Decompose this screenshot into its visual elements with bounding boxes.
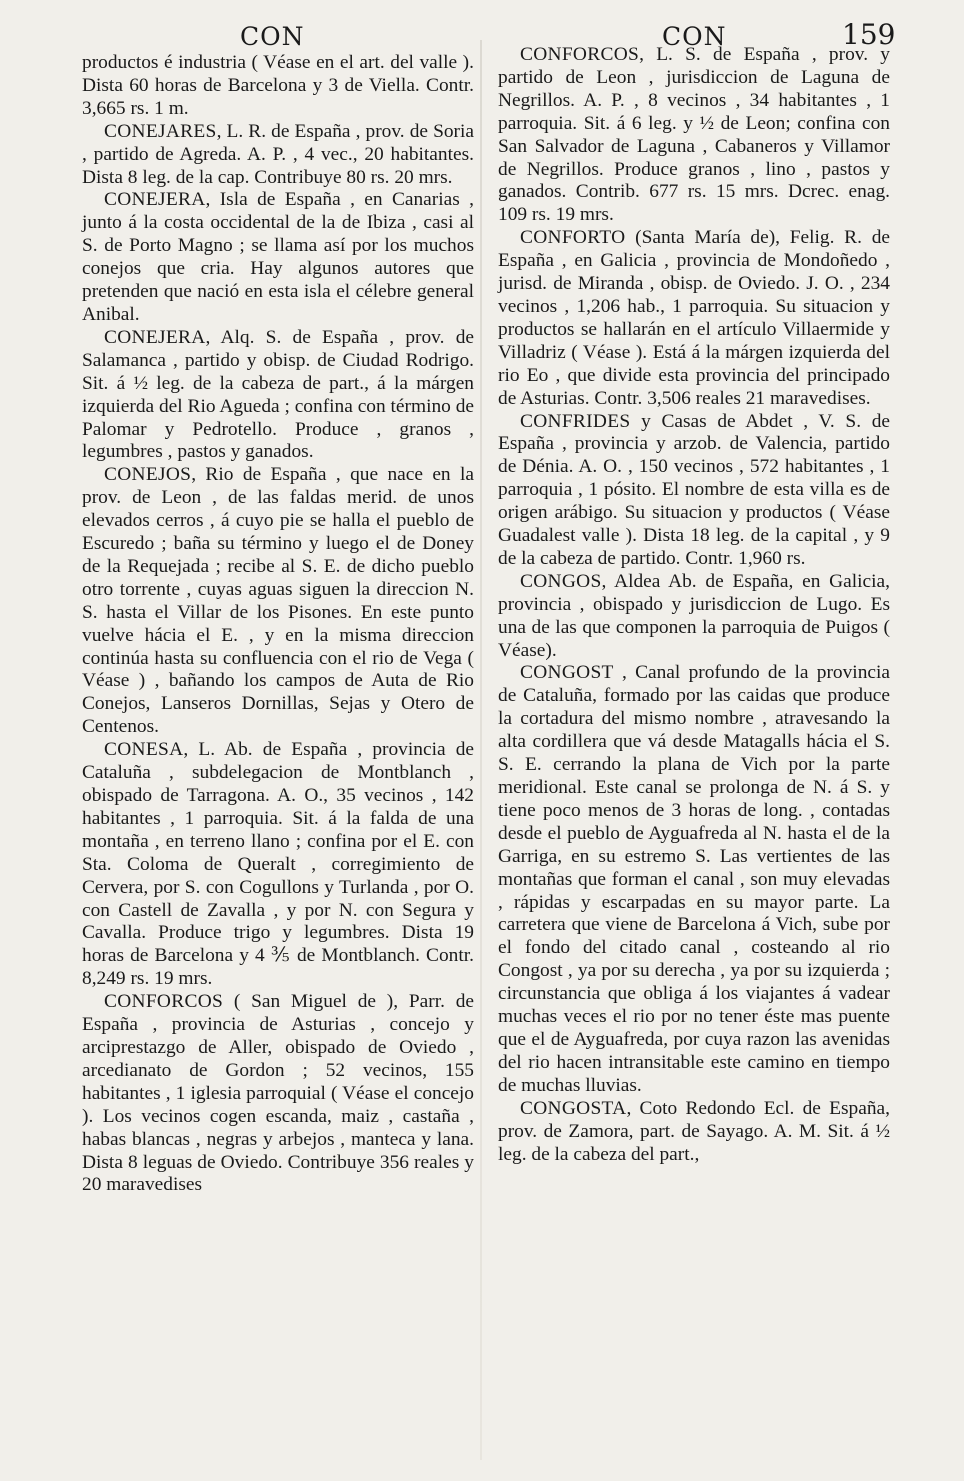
entry-text: , Canal profundo de la provincia de Cataluña, formado por las caidas que produce la cortadura del mismo nombre , atravesando la alta cordillera que vá desde Matagalls hácia el S. S. E. cerrando la plana de Vich por la parte meridional. Este canal se prolonga de N. á S. y tiene poco menos de 3 horas de long. , contadas desde el pueblo de Ayguafreda al N. hasta el de la Garriga, en su estremo S. Las vertientes de las montañas que forman el canal , son muy elevadas , rápidas y escarpadas en su mayor parte. La carretera que viene de Barcelona á Vich, sube por el fondo del citado canal , costeando al rio Congost , ya por su derecha , ya por su izquierda ; circunstancia que obliga á los viajantes á vadear muchas veces el rio por no tener éste mas puente que el de Ayguafreda, por cuya razon las avenidas del rio hacen intransitable este camino en tiempo de muchas lluvias. xyxy=(498,662,890,1096)
entry-text: (Santa María de), Felig. R. de España , en Galicia , provincia de Mondoñedo , jurisd. de Miranda , obisp. de Oviedo. J. O. , 234 vecinos , 1,206 hab., 1 parroquia. Su situacion y productos se hallarán en el artículo Villaermide y Villadriz ( Véase ). Está á la márgen izquierda del rio Eo , que divide esta provincia del principado de Asturias. Contr. 3,506 reales 21 maravedises. xyxy=(498,227,890,409)
entry xyxy=(498,662,890,1097)
entry xyxy=(498,227,890,410)
entry xyxy=(498,1098,890,1167)
entry xyxy=(498,571,890,663)
entry xyxy=(82,464,474,739)
entry-text: productos é industria ( Véase en el art. del valle ). Dista 60 horas de Barcelona y 3 de Viella. Contr. 3,665 rs. 1 m. xyxy=(82,52,474,119)
entry-text: , Rio de España , que nace en la prov. de Leon , de las faldas merid. de unos elevados cerros , á cuyo pie se halla el pueblo de Escuredo ; baña su término y luego el de Doney de la Requejada ; recibe al S. E. de dicho pueblo otro torrente , cuyas aguas siguen la direccion N. S. hasta el Villar de los Pisones. En este punto vuelve hácia el E. , y en la misma direccion continúa hasta su confluencia con el rio de Vega ( Véase ) , bañando los campos de Auta de Rio Conejos, Lanseros Dornillas, Sejas y Otero de Centenos. xyxy=(82,464,474,738)
left-column xyxy=(82,52,474,1197)
headword: CONEJERA xyxy=(104,326,206,348)
entry-text: , Isla de España , en Canarias , junto á la costa occidental de la de Ibiza , casi al S. de Porto Magno ; se llama así por los muchos conejos que cria. Hay algunos autores que pretenden que nació en esta isla el célebre general Anibal. xyxy=(82,189,474,325)
entry-text: , L. R. de España , prov. de Soria , partido de Agreda. A. P. , 4 vec., 20 habitantes. Dista 8 leg. de la cap. Contribuye 80 rs. 20 mrs. xyxy=(82,120,474,188)
headword: CONESA xyxy=(104,739,184,761)
running-header-left: CON xyxy=(240,22,305,51)
headword: CONGOSTA xyxy=(520,1097,627,1119)
entry xyxy=(498,411,890,571)
entry xyxy=(82,739,474,991)
entry xyxy=(82,121,474,190)
entry xyxy=(498,44,890,227)
entry xyxy=(82,327,474,464)
entry-text: , L. S. de España , prov. y partido de Leon , jurisdiccion de Laguna de Negrillos. A. P. , 8 vecinos , 34 habitantes , 1 parroquia. Sit. á 6 leg. y ½ de Leon; confina con San Salvador de Laguna , Cabaneros y Villamor de Negrillos. Produce granos , lino , pastos y ganados. Contrib. 677 rs. 15 mrs. Dcrec. enag. 109 rs. 19 mrs. xyxy=(498,44,890,226)
entry-text: y Casas de Abdet , V. S. de España , provincia y arzob. de Valencia, partido de Dénia. A. O. , 150 vecinos , 572 habitantes , 1 parroquia , 1 pósito. El nombre de esta villa es de origen arábigo. Su situacion y productos ( Véase Guadalest valle ). Dista 18 leg. de la capital , y 9 de la cabeza de partido. Contr. 1,960 rs. xyxy=(498,410,890,569)
headword: CONFORCOS xyxy=(104,991,224,1013)
headword: CONEJOS xyxy=(104,464,192,486)
entry-text: , Alq. S. de España , prov. de Salamanca , partido y obisp. de Ciudad Rodrigo. Sit. á ½ leg. de la cabeza de part., á la márgen izquierda del Rio Agueda ; confina con término de Palomar y Pedrotello. Produce , granos , legumbres , pastos y ganados. xyxy=(82,326,474,463)
headword: CONFRIDES xyxy=(520,410,631,432)
headword: CONEJERA xyxy=(104,189,206,211)
entry xyxy=(82,52,474,121)
headword: CONGOST xyxy=(520,662,614,684)
entry-text: , Aldea Ab. de España, en Galicia, provincia , obispado y jurisdiccion de Lugo. Es una de las que componen la parroquia de Puigos ( Véase). xyxy=(498,570,890,661)
entry xyxy=(82,991,474,1197)
right-column xyxy=(498,44,890,1166)
entry-text: ( San Miguel de ), Parr. de España , provincia de Asturias , concejo y arciprestazgo de Aller, obispado de Oviedo , arcedianato de Gordon ; 52 vecinos, 155 habitantes , 1 iglesia parroquial ( Véase el concejo ). Los vecinos cogen escanda, maiz , castaña , habas blancas , negras y arbejos , manteca y lana. Dista 8 leguas de Oviedo. Contribuye 356 reales y 20 maravedises xyxy=(82,991,474,1196)
entry-text: , Coto Redondo Ecl. de España, prov. de Zamora, part. de Sayago. A. M. Sit. á ½ leg. de la cabeza del part., xyxy=(498,1097,890,1165)
entry xyxy=(82,189,474,326)
headword: CONFORCOS xyxy=(520,44,640,65)
page-number: 159 xyxy=(842,18,896,51)
column-gutter xyxy=(480,40,482,1460)
headword: CONGOS xyxy=(520,570,602,592)
running-header-right: CON xyxy=(662,22,727,51)
headword: CONEJARES xyxy=(104,120,217,142)
headword: CONFORTO xyxy=(520,227,626,249)
entry-text: , L. Ab. de España , provincia de Cataluña , subdelegacion de Montblanch , obispado de Tarragona. A. O., 35 vecinos , 142 habitantes , 1 parroquia. Sit. á la falda de una montaña , en terreno llano ; confina por el E. con Sta. Coloma de Queralt , corregimiento de Cervera, por S. con Cogullons y Turlanda , por O. con Castell de Zavalla , y por N. con Segura y Cavalla. Produce trigo y legumbres. Dista 19 horas de Barcelona y 4 ⅗ de Montblanch. Contr. 8,249 rs. 19 mrs. xyxy=(82,739,474,990)
